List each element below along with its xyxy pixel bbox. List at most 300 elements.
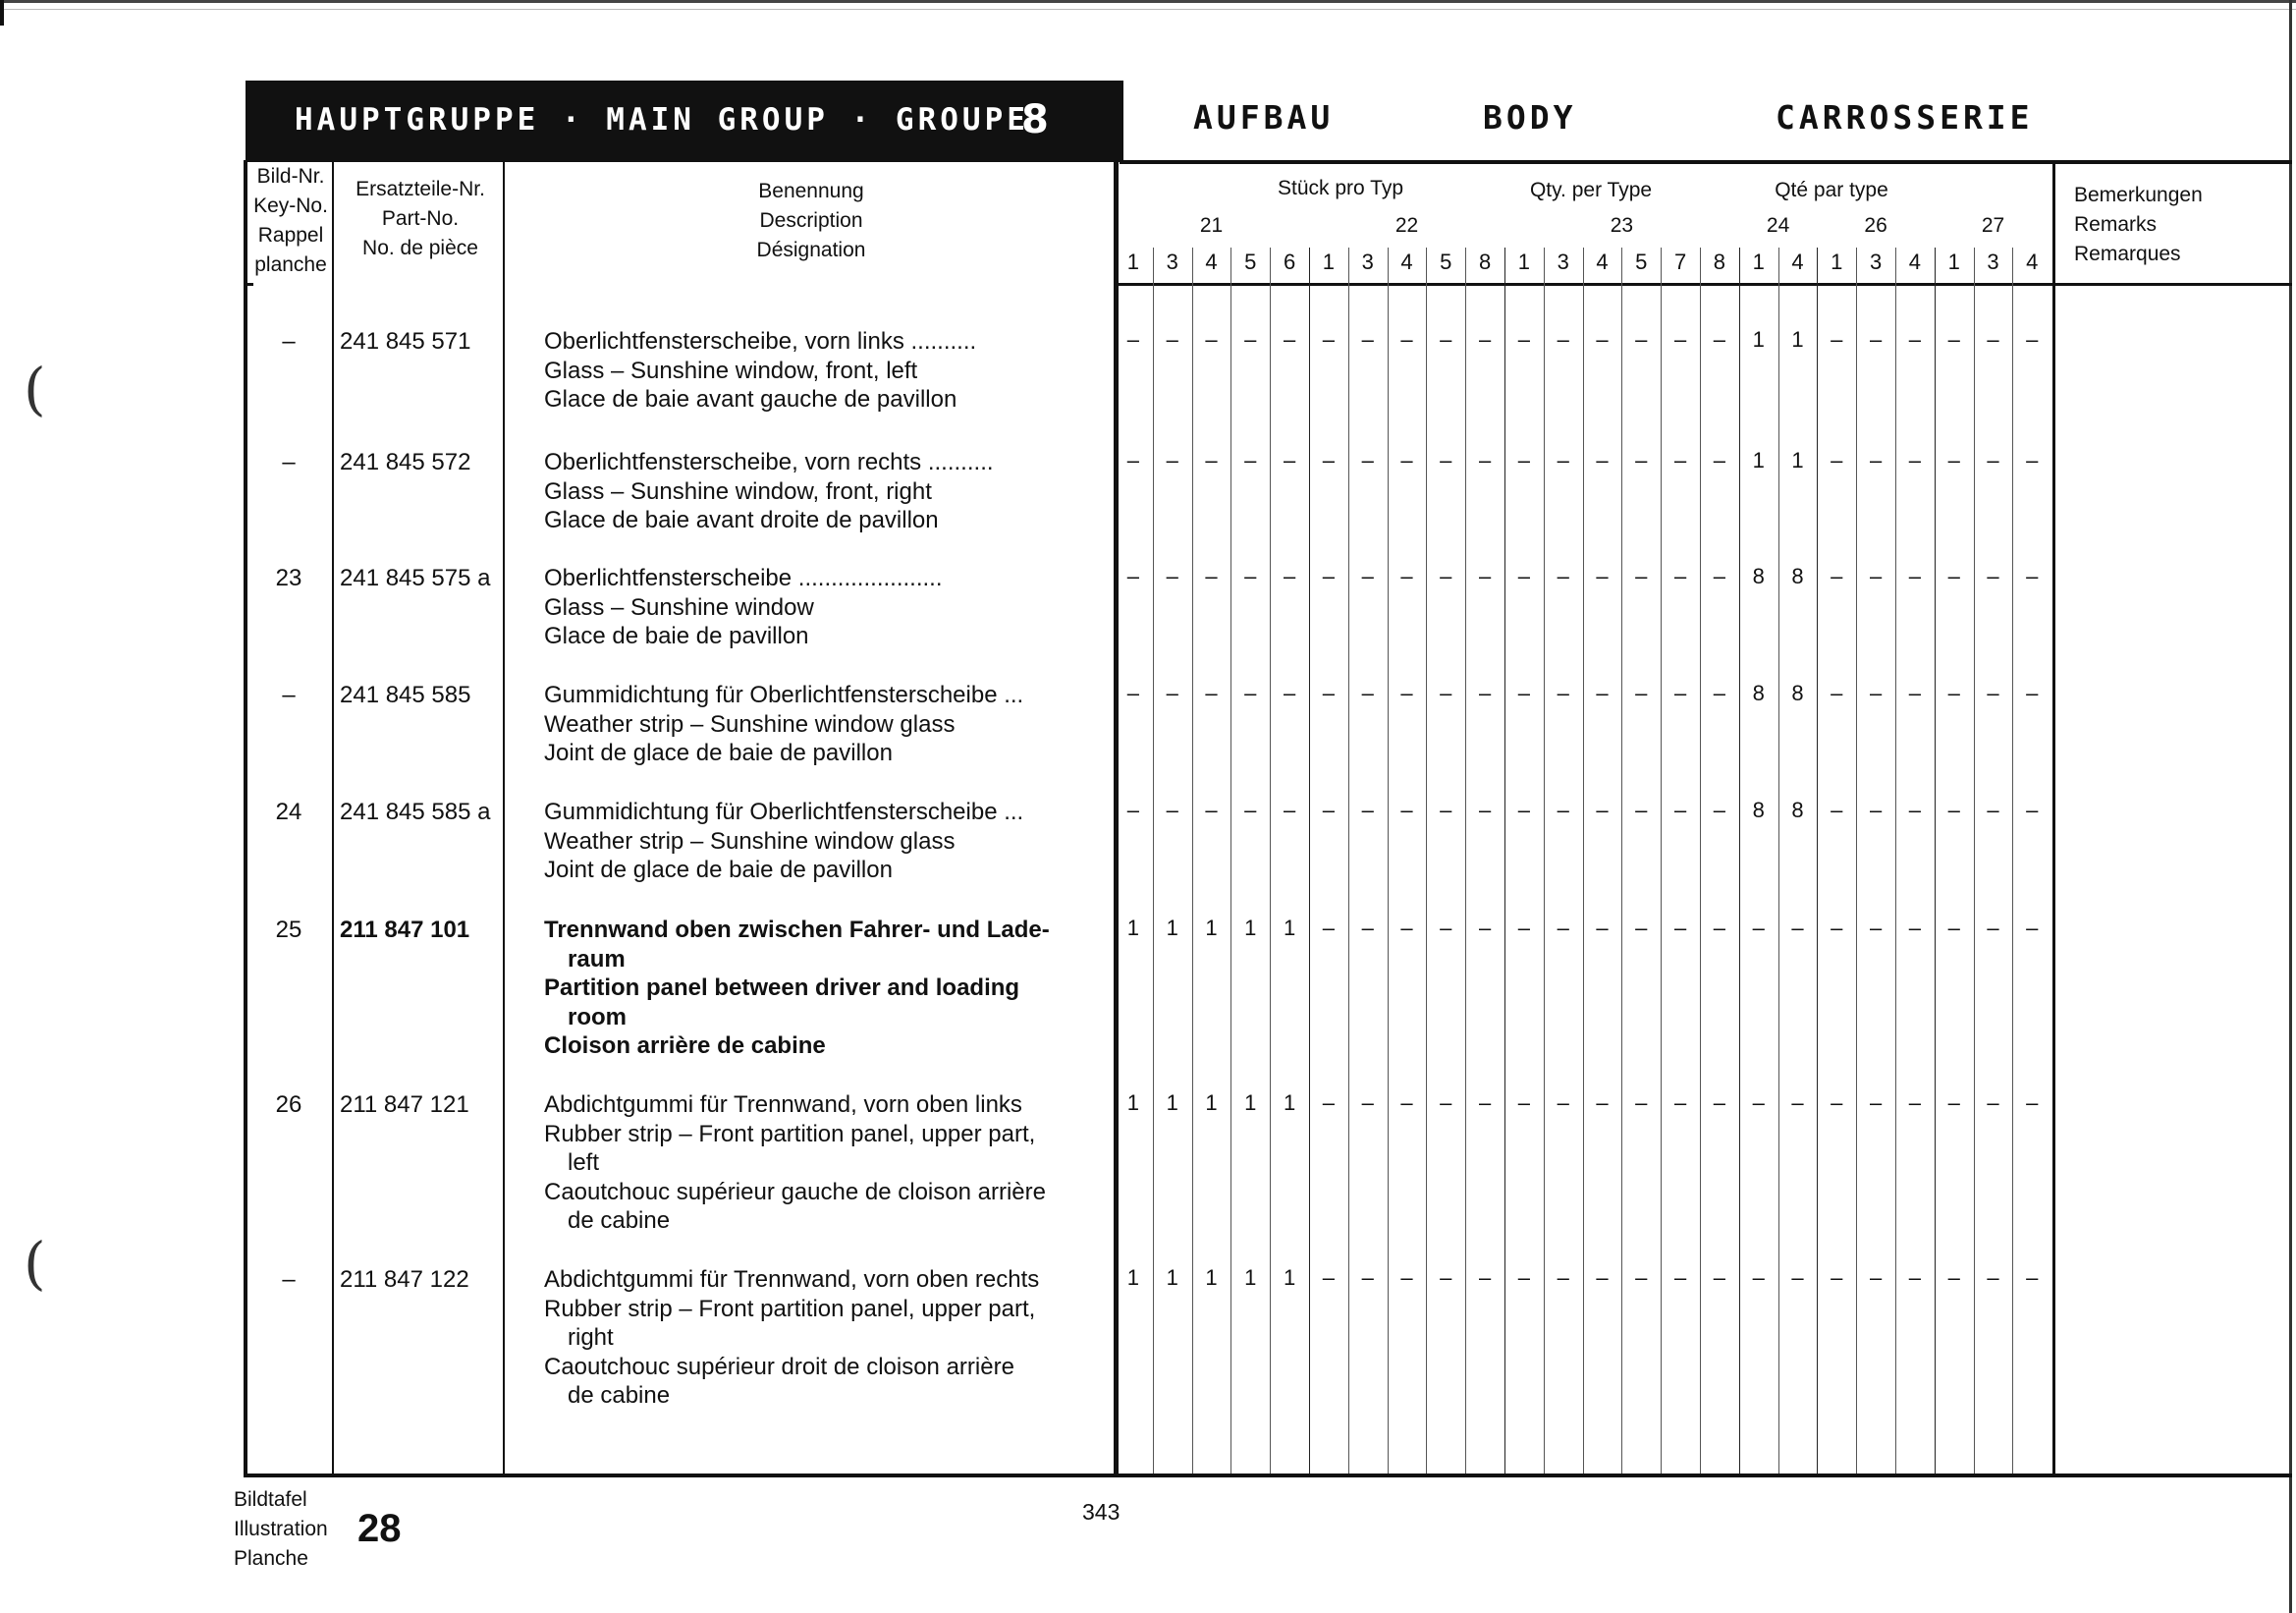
description-line: de cabine — [568, 1207, 671, 1234]
description-line: raum — [568, 945, 626, 973]
qty-cell: – — [1557, 798, 1569, 822]
qty-cell: – — [1869, 1090, 1883, 1115]
table-bottom-border — [244, 1474, 2292, 1477]
type-group-label: 24 — [1766, 214, 1790, 237]
qty-cell: 1 — [1283, 1265, 1296, 1290]
qty-cell: – — [1908, 798, 1922, 822]
type-group-label: 27 — [1981, 214, 2005, 237]
qty-cell: 8 — [1791, 681, 1804, 705]
description-line: Glass – Sunshine window, front, left — [544, 357, 918, 384]
sub-type-label: 5 — [1440, 250, 1452, 274]
qty-cell: – — [1557, 327, 1569, 352]
qty-cell: – — [1908, 564, 1922, 588]
qty-title-fr: Qté par type — [1775, 179, 1888, 201]
qty-cell: – — [1831, 448, 1843, 473]
qty-column-rule — [1153, 248, 1154, 1474]
qty-cell: – — [1478, 916, 1492, 940]
qty-cell: – — [1557, 1265, 1569, 1290]
qty-cell: – — [1596, 564, 1609, 588]
sub-type-label: 3 — [1557, 250, 1569, 274]
qty-cell: – — [1517, 448, 1531, 473]
qty-cell: – — [1596, 1265, 1609, 1290]
qty-cell: – — [1361, 327, 1374, 352]
sub-type-label: 1 — [1752, 250, 1765, 274]
qty-cell: – — [1831, 798, 1843, 822]
qty-cell: – — [1440, 564, 1452, 588]
qty-column-rule — [1621, 248, 1622, 1474]
qty-cell: 8 — [1791, 564, 1804, 588]
qty-cell: – — [1831, 1090, 1843, 1115]
qty-cell: – — [1478, 681, 1492, 705]
qty-cell: – — [1635, 681, 1648, 705]
qty-cell: – — [1635, 1265, 1648, 1290]
footer-label-fr: Planche — [234, 1547, 308, 1570]
qty-cell: – — [1361, 564, 1374, 588]
qty-cell: – — [1987, 798, 1999, 822]
qty-cell: – — [1283, 327, 1296, 352]
qty-cell: – — [1322, 798, 1336, 822]
qty-column-rule — [1270, 248, 1271, 1474]
qty-cell: – — [1478, 798, 1492, 822]
part-column-divider — [503, 160, 505, 1474]
qty-column-rule — [1504, 248, 1505, 1474]
qty-cell: – — [1869, 916, 1883, 940]
qty-cell: – — [2026, 681, 2039, 705]
qty-cell: – — [1322, 1090, 1336, 1115]
qty-cell: – — [1987, 327, 1999, 352]
qty-cell: – — [1126, 327, 1140, 352]
part-column-header — [334, 175, 507, 263]
qty-cell: – — [1205, 681, 1218, 705]
top-edge-line-thin — [0, 9, 2296, 10]
qty-cell: – — [1440, 327, 1452, 352]
qty-cell: – — [1478, 448, 1492, 473]
description-line: Abdichtgummi für Trennwand, vorn oben rechts — [544, 1266, 1040, 1293]
qty-cell: – — [1244, 564, 1257, 588]
qty-column-rule — [1778, 248, 1779, 1474]
key-number: – — [282, 328, 296, 355]
qty-column-rule — [1544, 248, 1545, 1474]
description-line: Joint de glace de baie de pavillon — [544, 740, 893, 766]
qty-cell: – — [1869, 798, 1883, 822]
table-left-border — [244, 160, 247, 1476]
qty-cell: – — [1596, 681, 1609, 705]
qty-cell: – — [2026, 798, 2039, 822]
qty-cell: – — [1673, 1090, 1687, 1115]
qty-cell: – — [1126, 798, 1140, 822]
qty-cell: – — [1791, 1090, 1804, 1115]
part-number: 241 845 572 — [340, 449, 471, 475]
key-number: 24 — [275, 799, 302, 825]
header-part-en: Part-No. — [381, 207, 460, 230]
qty-cell: – — [1635, 916, 1648, 940]
qty-cell: – — [1478, 1265, 1492, 1290]
qty-cell: – — [2026, 448, 2039, 473]
description-line: Rubber strip – Front partition panel, upper part, — [544, 1295, 1036, 1322]
qty-cell: – — [1478, 327, 1492, 352]
key-number: – — [282, 1266, 296, 1293]
qty-cell: – — [1283, 564, 1296, 588]
sub-type-label: 5 — [1635, 250, 1648, 274]
qty-column-rule — [1856, 248, 1857, 1474]
qty-cell: – — [1166, 327, 1178, 352]
description-line: Caoutchouc supérieur droit de cloison arrière — [544, 1353, 1014, 1380]
part-description — [544, 916, 1104, 1061]
qty-cell: – — [1869, 564, 1883, 588]
qty-cell: – — [1596, 916, 1609, 940]
part-description — [544, 798, 1104, 885]
qty-cell: – — [1596, 1090, 1609, 1115]
header-desc-de: Benennung — [758, 180, 864, 202]
sub-type-label: 7 — [1673, 250, 1687, 274]
part-description — [544, 564, 1104, 651]
qty-cell: – — [1283, 798, 1296, 822]
qty-cell: – — [1478, 1090, 1492, 1115]
qty-column-rule — [1583, 248, 1584, 1474]
qty-cell: – — [1400, 1090, 1413, 1115]
qty-cell: – — [1869, 1265, 1883, 1290]
qty-cell: – — [1752, 916, 1765, 940]
qty-cell: – — [1947, 798, 1960, 822]
description-column-divider — [1114, 160, 1119, 1474]
qty-cell: – — [1361, 448, 1374, 473]
qty-cell: 1 — [1126, 1265, 1140, 1290]
qty-cell: – — [2026, 1090, 2039, 1115]
qty-cell: – — [1205, 798, 1218, 822]
sub-type-label: 4 — [1205, 250, 1218, 274]
qty-cell: – — [1244, 327, 1257, 352]
qty-cell: – — [1517, 564, 1531, 588]
qty-cell: – — [1400, 327, 1413, 352]
qty-cell: – — [1831, 916, 1843, 940]
qty-column-rule — [1895, 248, 1896, 1474]
qty-cell: 1 — [1752, 448, 1765, 473]
qty-column-rule — [1192, 248, 1193, 1474]
qty-column-rule — [1739, 248, 1740, 1474]
qty-cell: – — [1947, 327, 1960, 352]
qty-cell: 1 — [1283, 1090, 1296, 1115]
qty-cell: 1 — [1791, 327, 1804, 352]
header-key-fr: Rappel — [257, 224, 324, 247]
qty-cell: 1 — [1166, 916, 1178, 940]
header-key-en: Key-No. — [253, 195, 328, 217]
qty-cell: – — [1908, 1265, 1922, 1290]
qty-cell: – — [1126, 448, 1140, 473]
right-edge-line — [2289, 0, 2292, 1613]
qty-cell: – — [1673, 448, 1687, 473]
qty-cell: – — [1126, 681, 1140, 705]
part-description — [544, 327, 1104, 415]
qty-cell: – — [1478, 564, 1492, 588]
qty-cell: – — [1791, 916, 1804, 940]
qty-cell: – — [1908, 916, 1922, 940]
qty-cell: – — [1869, 681, 1883, 705]
plate-number: 28 — [357, 1507, 402, 1550]
qty-cell: 1 — [1244, 916, 1257, 940]
qty-cell: – — [1831, 1265, 1843, 1290]
sub-type-label: 1 — [1322, 250, 1336, 274]
qty-cell: – — [1126, 564, 1140, 588]
description-line: Partition panel between driver and loading — [544, 974, 1020, 1001]
qty-cell: – — [1987, 916, 1999, 940]
qty-cell: – — [1205, 564, 1218, 588]
key-number: 23 — [275, 565, 302, 591]
qty-cell: – — [1947, 448, 1960, 473]
qty-cell: – — [1283, 448, 1296, 473]
qty-cell: – — [1713, 327, 1726, 352]
qty-cell: – — [2026, 327, 2039, 352]
qty-cell: – — [1596, 798, 1609, 822]
main-group-banner: HAUPTGRUPPE · MAIN GROUP · GROUPE — [246, 81, 1123, 160]
section-title-fr: CARROSSERIE — [1776, 98, 2034, 137]
qty-cell: – — [1713, 1090, 1726, 1115]
section-title-en: BODY — [1483, 98, 1577, 137]
sub-type-label: 3 — [1361, 250, 1374, 274]
qty-cell: – — [1713, 916, 1726, 940]
qty-cell: – — [1166, 681, 1178, 705]
qty-cell: – — [1908, 327, 1922, 352]
description-line: Weather strip – Sunshine window glass — [544, 827, 956, 855]
qty-cell: – — [1322, 681, 1336, 705]
qty-column-rule — [1230, 248, 1231, 1474]
qty-cell: – — [1517, 1090, 1531, 1115]
table-top-border-right — [1120, 160, 2292, 164]
qty-cell: 1 — [1126, 916, 1140, 940]
description-line: Glass – Sunshine window, front, right — [544, 477, 932, 505]
type-group-label: 23 — [1610, 214, 1634, 237]
description-column-header — [507, 177, 1116, 265]
sub-type-label: 1 — [1947, 250, 1960, 274]
qty-cell: 1 — [1283, 916, 1296, 940]
key-number: 26 — [275, 1091, 302, 1118]
qty-cell: – — [1557, 564, 1569, 588]
qty-cell: – — [1947, 1090, 1960, 1115]
qty-cell: – — [1713, 1265, 1726, 1290]
qty-cell: – — [1713, 448, 1726, 473]
qty-cell: 1 — [1244, 1090, 1257, 1115]
header-remarks-de: Bemerkungen — [2074, 184, 2203, 206]
description-line: Glace de baie avant gauche de pavillon — [544, 386, 957, 413]
binder-hole-mark: ( — [24, 356, 46, 422]
qty-title-en: Qty. per Type — [1529, 179, 1653, 201]
qty-cell: – — [1947, 916, 1960, 940]
qty-column-rule — [1465, 248, 1466, 1474]
qty-column-rule — [1388, 248, 1389, 1474]
qty-cell: – — [1987, 681, 1999, 705]
qty-cell: – — [1361, 798, 1374, 822]
type-group-label: 22 — [1394, 214, 1419, 237]
qty-cell: – — [1322, 327, 1336, 352]
description-line: Gummidichtung für Oberlichtfensterscheibe ... — [544, 682, 1024, 708]
qty-cell: – — [1635, 448, 1648, 473]
page-number: 343 — [1082, 1499, 1121, 1525]
qty-cell: – — [1440, 798, 1452, 822]
qty-cell: – — [1517, 798, 1531, 822]
section-title-de: AUFBAU — [1193, 98, 1335, 137]
header-desc-en: Description — [759, 209, 863, 232]
qty-cell: – — [1517, 327, 1531, 352]
qty-column-rule — [1661, 248, 1662, 1474]
qty-cell: – — [1869, 448, 1883, 473]
description-line: room — [568, 1003, 627, 1030]
header-part-de: Ersatzteile-Nr. — [355, 178, 485, 200]
qty-cell: 1 — [1244, 1265, 1257, 1290]
sub-type-label: 4 — [1908, 250, 1922, 274]
qty-cell: – — [1283, 681, 1296, 705]
qty-cell: 8 — [1752, 681, 1765, 705]
description-line: Oberlichtfensterscheibe, vorn links .......... — [544, 328, 977, 355]
qty-column-rule — [1309, 248, 1310, 1474]
qty-cell: – — [1947, 564, 1960, 588]
qty-cell: – — [2026, 916, 2039, 940]
qty-cell: 1 — [1791, 448, 1804, 473]
qty-cell: – — [1635, 327, 1648, 352]
sub-type-label: 3 — [1166, 250, 1178, 274]
sub-type-label: 5 — [1244, 250, 1257, 274]
description-line: Glace de baie avant droite de pavillon — [544, 507, 939, 533]
description-line: Joint de glace de baie de pavillon — [544, 857, 893, 883]
header-remarks-en: Remarks — [2074, 213, 2158, 236]
sub-type-label: 8 — [1713, 250, 1726, 274]
qty-cell: – — [1322, 564, 1336, 588]
qty-cell: – — [1244, 681, 1257, 705]
footer-label-de: Bildtafel — [234, 1488, 307, 1511]
qty-cell: – — [1361, 1265, 1374, 1290]
qty-cell: – — [1791, 1265, 1804, 1290]
qty-cell: – — [1557, 916, 1569, 940]
sub-type-label: 4 — [1400, 250, 1413, 274]
sub-type-label: 6 — [1283, 250, 1296, 274]
qty-cell: – — [1166, 798, 1178, 822]
qty-cell: – — [1517, 681, 1531, 705]
description-line: Gummidichtung für Oberlichtfensterscheibe ... — [544, 799, 1024, 825]
qty-cell: 8 — [1752, 564, 1765, 588]
qty-cell: – — [1831, 564, 1843, 588]
description-line: Trennwand oben zwischen Fahrer- und Lade- — [544, 917, 1050, 943]
qty-cell: – — [1947, 1265, 1960, 1290]
qty-cell: – — [1713, 564, 1726, 588]
qty-cell: – — [1557, 1090, 1569, 1115]
description-line: Oberlichtfensterscheibe ...................... — [544, 565, 943, 591]
description-line: left — [568, 1149, 600, 1176]
qty-cell: 1 — [1166, 1265, 1178, 1290]
key-number: – — [282, 682, 296, 708]
qty-cell: – — [1713, 798, 1726, 822]
part-number: 241 845 575 a — [340, 565, 491, 591]
header-bottom-rule — [1114, 283, 2292, 286]
qty-cell: 8 — [1791, 798, 1804, 822]
qty-cell: 1 — [1752, 327, 1765, 352]
description-line: Caoutchouc supérieur gauche de cloison arrière — [544, 1178, 1046, 1205]
qty-column-rule — [1974, 248, 1975, 1474]
description-line: Abdichtgummi für Trennwand, vorn oben links — [544, 1091, 1022, 1118]
qty-column-rule — [1348, 248, 1349, 1474]
qty-cell: – — [1244, 448, 1257, 473]
sub-type-label: 1 — [1831, 250, 1843, 274]
description-line: Glass – Sunshine window — [544, 593, 814, 621]
qty-cell: – — [1596, 327, 1609, 352]
qty-cell: – — [1713, 681, 1726, 705]
qty-cell: – — [1322, 916, 1336, 940]
qty-cell: – — [1673, 1265, 1687, 1290]
part-number: 241 845 585 a — [340, 799, 491, 825]
qty-cell: – — [1673, 681, 1687, 705]
qty-column-rule — [1935, 248, 1936, 1474]
qty-cell: – — [1673, 564, 1687, 588]
qty-cell: – — [1635, 1090, 1648, 1115]
qty-cell: – — [1400, 798, 1413, 822]
qty-column-rule — [1426, 248, 1427, 1474]
qty-cell: – — [1400, 916, 1413, 940]
part-number: 211 847 121 — [340, 1091, 469, 1118]
qty-cell: – — [1517, 916, 1531, 940]
qty-cell: – — [2026, 1265, 2039, 1290]
header-desc-fr: Désignation — [756, 239, 866, 261]
key-number: 25 — [275, 917, 302, 943]
qty-cell: – — [1908, 1090, 1922, 1115]
qty-cell: – — [1440, 448, 1452, 473]
header-rule-stub — [244, 283, 253, 286]
description-line: de cabine — [568, 1382, 671, 1409]
qty-column-rule — [2012, 248, 2013, 1474]
qty-cell: – — [1400, 564, 1413, 588]
header-key-fr2: planche — [254, 253, 327, 276]
part-number: 211 847 122 — [340, 1266, 469, 1293]
qty-cell: – — [1673, 327, 1687, 352]
qty-column-divider — [2052, 160, 2055, 1474]
qty-cell: – — [1635, 564, 1648, 588]
sub-type-label: 3 — [1987, 250, 1999, 274]
description-line: Cloison arrière de cabine — [544, 1032, 826, 1059]
key-column-header — [247, 162, 334, 280]
qty-cell: – — [1440, 1265, 1452, 1290]
qty-cell: – — [1244, 798, 1257, 822]
description-line: Rubber strip – Front partition panel, upper part, — [544, 1120, 1036, 1147]
sub-type-label: 3 — [1869, 250, 1883, 274]
part-description — [544, 1090, 1104, 1236]
header-part-fr: No. de pièce — [362, 237, 478, 259]
description-line: right — [568, 1324, 614, 1351]
qty-cell: – — [1987, 1090, 1999, 1115]
qty-cell: 1 — [1205, 916, 1218, 940]
qty-cell: – — [1869, 327, 1883, 352]
sub-type-label: 1 — [1126, 250, 1140, 274]
qty-cell: – — [1400, 1265, 1413, 1290]
header-remarks-fr: Remarques — [2074, 243, 2181, 265]
qty-cell: – — [1440, 1090, 1452, 1115]
description-line: Oberlichtfensterscheibe, vorn rechts .......... — [544, 449, 994, 475]
remarks-column-header — [2074, 181, 2270, 269]
qty-cell: – — [1596, 448, 1609, 473]
qty-cell: 1 — [1205, 1265, 1218, 1290]
qty-cell: – — [1987, 1265, 1999, 1290]
qty-cell: – — [1517, 1265, 1531, 1290]
qty-cell: 8 — [1752, 798, 1765, 822]
qty-cell: – — [1166, 448, 1178, 473]
part-description — [544, 681, 1104, 768]
qty-cell: – — [1987, 448, 1999, 473]
qty-cell: – — [1361, 681, 1374, 705]
key-column-divider — [332, 160, 334, 1474]
qty-cell: – — [1752, 1265, 1765, 1290]
sub-type-label: 4 — [2026, 250, 2039, 274]
part-description — [544, 1265, 1104, 1411]
qty-cell: – — [1322, 448, 1336, 473]
qty-cell: – — [1361, 916, 1374, 940]
part-description — [544, 448, 1104, 535]
part-number: 241 845 571 — [340, 328, 471, 355]
qty-cell: – — [1205, 327, 1218, 352]
